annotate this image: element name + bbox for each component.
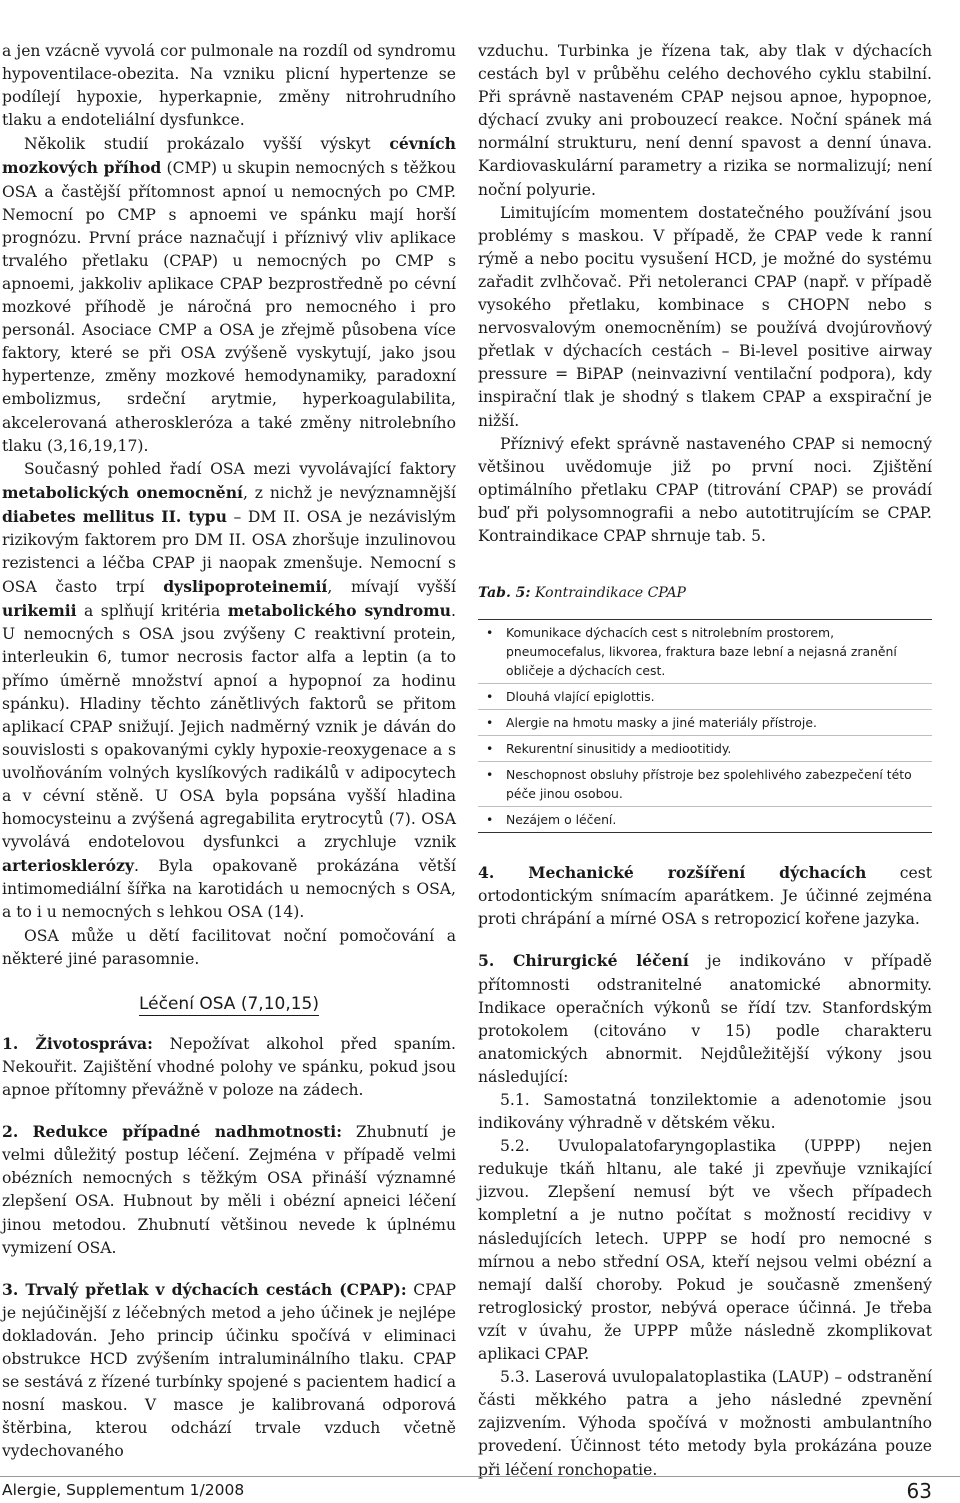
table-row: • Nezájem o léčení. [478, 807, 932, 832]
subitem-5-3: 5.3. Laserová uvulopalatoplastika (LAUP) – odstranění části měkkého patra a jeho následné zpevnění zajizvením. Výhoda spočívá v možnosti ambulantního provedení. Účinnost této metody byla prokázána pouze při léčení ronchopatie. [478, 1368, 932, 1479]
subitem-5-2: 5.2. Uvulopalatofaryngoplastika (UPPP) nejen redukuje tkáň hltanu, ale také ji zpevňuje vznikající jizvou. Zlepšení nemusí být ve všech případech kompletní a je nutno počítat s možností recidivy v následujících letech. UPPP se hodí pro nemocné s mírnou a nebo střední OSA, kteří nejsou velmi obézní a nemají další choroby. Pokud je současně zmenšený retroglosický prostor, nebývá operace účinná. Je třeba vzít v úvahu, že UPPP může následně zkomplikovat aplikaci CPAP. [478, 1137, 932, 1364]
table-row: • Rekurentní sinusitidy a mediootitidy. [478, 736, 932, 762]
paragraph-cpap-effect: Příznivý efekt správně nastaveného CPAP si nemocný většinou uvědomuje již po první noci. Zjištění optimálního přetlaku CPAP (titrování CPAP) se provádí buď při polysomnografii a nebo autotitrujícím se CPAP. Kontraindikace CPAP shrnuje tab. 5. [478, 434, 932, 545]
contraindications-table [478, 619, 932, 833]
table-row: • Komunikace dýchacích cest s nitrolebním prostorem, pneumocefalus, likvorea, fraktura baze lební a nejasná zranění obličeje a dýchacích cest. [478, 620, 932, 684]
left-column [2, 40, 456, 1463]
treatment-item-3: 3. Trvalý přetlak v dýchacích cestách (CPAP): CPAP je nejúčinější z léčebných metod a jeho účinek je nejlépe dokladován. Jeho princip účinku spočívá v eliminaci obstrukce HCD zvýšením intraluminálního tlaku. CPAP se sestává z řízené turbínky spojené s pacientem hadicí a nosní maskou. V masce je kalibrovaná odporová štěrbina, kterou odchází trvale vzduch včetně vydechovaného [2, 1279, 456, 1461]
paragraph-cmp: Několik studií prokázalo vyšší výskyt cévních mozkových příhod (CMP) u skupin nemocných s těžkou OSA a častější přítomnost apnoí u nemocných po CMP. Nemocní po CMP s apnoemi ve spánku mají horší prognózu. První práce naznačují i příznivý vliv aplikace trvalého přetlaku (CPAP) u nemocných po CMP s apnoemi, jakkoliv aplikace CPAP bezprostředně po cévní mozkové příhodě je náročná pro nemocného i pro personál. Asociace CMP a OSA je zřejmě působena více faktory, které se při OSA zvýšeně vyskytují, jako jsou hypertenze, změny mozkové hemodynamiky, paradoxní embolizmus, srdeční arytmie, hyperkoagulabilita, akcelerovaná atheroskleróza a také změny nitrolebního tlaku (3,16,19,17). [2, 134, 456, 455]
table-row: • Neschopnost obsluhy přístroje bez spolehlivého zabezpečení této péče jinou osobou. [478, 762, 932, 807]
table-row: • Alergie na hmotu masky a jiné materiály přístroje. [478, 710, 932, 736]
page-footer [0, 1476, 960, 1501]
paragraph-pulmonale: a jen vzácně vyvolá cor pulmonale na rozdíl od syndromu hypoventilace-obezita. Na vzniku plicní hypertenze se podílejí hypoxie, hyperkapnie, změny nitrohrudního tlaku a endoteliální dysfunkce. [2, 42, 456, 130]
right-column [478, 40, 932, 1482]
paragraph-metabolic: Současný pohled řadí OSA mezi vyvolávající faktory metabolických onemocnění, z nichž je nevýznamnější diabetes mellitus II. typu – DM II. OSA je nezávislým rizikovým faktorem pro DM II. OSA zhoršuje inzulinovou rezistenci a léčba CPAP ji naopak zmenšuje. Nemocní s OSA často trpí dyslipoproteinemií, mívají vyšší urikemii a splňují kritéria metabolického syndromu. U nemocných s OSA jsou zvýšeny C reaktivní protein, interleukin 6, tumor necrosis factor alfa a leptin (a to přímo úměrně množství apnoí a hypopnoí za hodinu spánku). Hladiny těchto zánětlivých faktorů se přitom aplikací CPAP snižují. Jejich nadměrný vznik je dáván do souvislosti s opakovanými cykly hypoxie-reoxygenace a s uvolňováním volných kyslíkových radikálů v adipocytech a v cévní stěně. U OSA byla popsána vyšší hladina homocysteinu a zvýšená agregabilita erytrocytů (7). OSA vyvolává endotelovou dysfunkci a zrychluje vznik arteriosklerózy. Byla opakovaně prokázána větší intimomediální šířka na karotidách u nemocných s OSA, a to i u nemocných s lehkou OSA (14). [2, 459, 456, 922]
journal-name: Alergie, Supplementum 1/2008 [2, 1481, 245, 1499]
table-row: • Dlouhá vlající epiglottis. [478, 684, 932, 710]
subitem-5-1: 5.1. Samostatná tonzilektomie a adenotomie jsou indikovány výhradně v dětském věku. [478, 1091, 932, 1133]
treatment-item-5: 5. Chirurgické léčení je indikováno v případě přítomnosti odstranitelné anatomické abnormity. Indikace operačních výkonů se řídí tzv. Stanfordským protokolem (citováno v 15) podle charakteru anatomických abnormit. Nejdůležitější výkony jsou následující: [478, 951, 932, 1086]
section-heading: Léčení OSA (7,10,15) [138, 993, 319, 1014]
treatment-item-4: 4. Mechanické rozšíření dýchacích cest ortodontickým snímacím aparátkem. Je účinné zejména proti chrápání a mírné OSA s retropozicí kořene jazyka. [478, 863, 933, 929]
treatment-item-1: 1. Životospráva: Nepožívat alkohol před spaním. Nekouřit. Zajištění vhodné polohy ve spánku, pokud jsou apnoe přítomny převážně v poloze na zádech. [2, 1033, 456, 1100]
paragraph-mask-problems: Limitujícím momentem dostatečného používání jsou problémy s maskou. V případě, že CPAP vede k ranní rýmě a nebo pocitu vysušení HCD, je možné do systému zařadit zvlhčovač. Při netoleranci CPAP (např. v případě vysokého přetlaku, kombinace s CHOPN nebo s nervosvalovým onemocněním) se používá dvojúrovňový přetlak v dýchacích cestách – Bi-level positive airway pressure = BiPAP (neinvazivní ventilační podpora), kdy inspirační tlak je shodný s tlakem CPAP a exspirační je nižší. [478, 203, 932, 430]
table-caption: Tab. 5: Kontraindikace CPAP [478, 585, 686, 602]
page-number: 63 [906, 1479, 932, 1503]
paragraph-children: OSA může u dětí facilitovat noční pomočování a některé jiné parasomnie. [2, 926, 456, 968]
treatment-item-2: 2. Redukce případné nadhmotnosti: Zhubnutí je velmi důležitý postup léčení. Zejména v případě velmi obézních nemocných s těžkým OSA přináší významné zlepšení OSA. Hubnout by měli i obézní apneici léčení jinou metodou. Zhubnutí většinou nevede k úplnému vymizení OSA. [2, 1122, 456, 1257]
paragraph-cpap-function: vzduchu. Turbinka je řízena tak, aby tlak v dýchacích cestách byl v průběhu celého dechového cyklu stabilní. Při správně nastaveném CPAP nejsou apnoe, hypopnoe, dýchací zvuky ani probouzecí reakce. Noční spánek má normální strukturu, není denní spavost a denní únava. Kardiovaskulární parametry a rizika se normalizují; není noční polyurie. [478, 42, 932, 199]
